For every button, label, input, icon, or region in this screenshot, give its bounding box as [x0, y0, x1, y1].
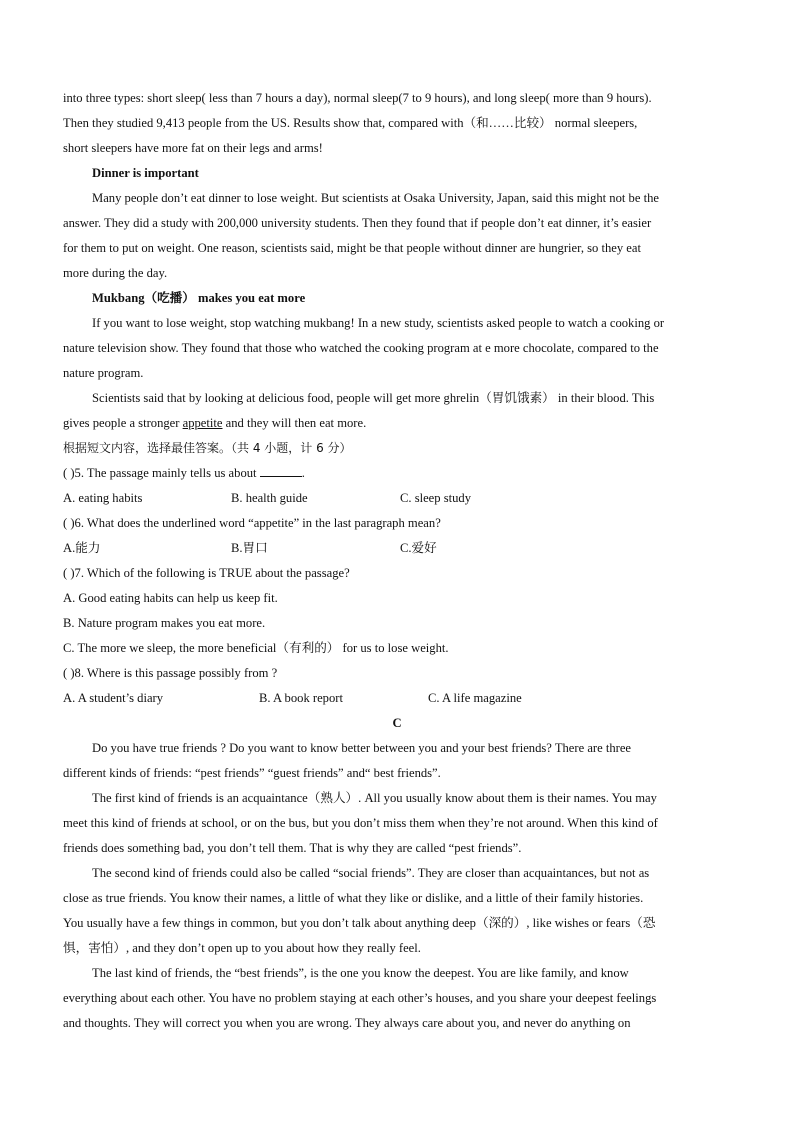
paragraph-line: If you want to lose weight, stop watching mukbang! In a new study, scientists asked people to watch a cooking or	[92, 316, 665, 330]
paragraph-line: Then they studied 9,413 people from the US. Results show that, compared with（和……比较） normal sleepers,	[63, 116, 638, 130]
paragraph-line: nature program.	[63, 366, 144, 380]
question-instruction: 根据短文内容，选择最佳答案。（共 4 小题，计 6 分）	[63, 441, 352, 455]
paragraph-line: 惧，害怕）, and they don’t open up to you about how they really feel.	[63, 941, 421, 955]
paragraph-line: into three types: short sleep( less than 7 hours a day), normal sleep(7 to 9 hours), and long sleep( more than 9 hours).	[63, 91, 652, 105]
option-a[interactable]: A. eating habits	[63, 491, 143, 505]
answer-blank[interactable]	[260, 463, 302, 477]
document-page	[63, 86, 731, 1036]
option-c[interactable]: C. The more we sleep, the more beneficial（有利的） for us to lose weight.	[63, 641, 449, 655]
question-5-options	[63, 486, 731, 511]
paragraph-line: everything about each other. You have no problem staying at each other’s houses, and you share your deepest feelings	[63, 991, 657, 1005]
underlined-word-appetite: appetite	[182, 416, 223, 430]
paragraph-line: meet this kind of friends at school, or on the bus, but you don’t miss them when they’re not around. When this kind of	[63, 816, 658, 830]
option-b[interactable]: B.胃口	[231, 541, 268, 555]
paragraph-line: short sleepers have more fat on their legs and arms!	[63, 141, 323, 155]
option-b[interactable]: B. A book report	[259, 691, 343, 705]
text-span: and they will then eat more.	[222, 416, 367, 430]
question-6-options	[63, 536, 731, 561]
question-5-stem	[63, 461, 731, 486]
paragraph-line: nature television show. They found that those who watched the cooking program at e more chocolate, compared to the	[63, 341, 659, 355]
option-b[interactable]: B. Nature program makes you eat more.	[63, 616, 266, 630]
paragraph-line: Do you have true friends ? Do you want to know better between you and your best friends? There are three	[92, 741, 632, 755]
paragraph-line: The first kind of friends is an acquaintance（熟人）. All you usually know about them is their names. You may	[92, 791, 657, 805]
paragraph-line	[63, 411, 731, 436]
passage-c-title: C	[392, 716, 402, 730]
question-7-stem: ( )7. Which of the following is TRUE about the passage?	[63, 566, 350, 580]
text-span: ( )5. The passage mainly tells us about	[63, 466, 260, 480]
paragraph-line: The last kind of friends, the “best friends”, is the one you know the deepest. You are like family, and know	[92, 966, 629, 980]
paragraph-line: more during the day.	[63, 266, 168, 280]
option-a[interactable]: A. A student’s diary	[63, 691, 164, 705]
option-c[interactable]: C. A life magazine	[428, 691, 522, 705]
question-8-stem: ( )8. Where is this passage possibly from ?	[63, 666, 278, 680]
option-c[interactable]: C. sleep study	[400, 491, 472, 505]
question-8-options	[63, 686, 731, 711]
text-span: .	[301, 466, 305, 480]
option-a[interactable]: A.能力	[63, 541, 101, 555]
paragraph-line: Scientists said that by looking at delicious food, people will get more ghrelin（胃饥饿素） in their blood. This	[92, 391, 655, 405]
paragraph-line: for them to put on weight. One reason, scientists said, might be that people without dinner are hungrier, so they eat	[63, 241, 641, 255]
paragraph-line: friends does something bad, you don’t tell them. That is why they are called “pest friends”.	[63, 841, 522, 855]
option-a[interactable]: A. Good eating habits can help us keep fit.	[63, 591, 278, 605]
paragraph-line: The second kind of friends could also be called “social friends”. They are closer than acquaintances, but not as	[92, 866, 650, 880]
option-b[interactable]: B. health guide	[231, 491, 308, 505]
paragraph-line: answer. They did a study with 200,000 university students. Then they found that if people don’t eat dinner, it’s easier	[63, 216, 652, 230]
text-span: gives people a stronger	[63, 416, 183, 430]
paragraph-line: and thoughts. They will correct you when you are wrong. They always care about you, and never do anything on	[63, 1016, 631, 1030]
section-heading-dinner: Dinner is important	[92, 166, 199, 180]
section-heading-mukbang: Mukbang（吃播） makes you eat more	[92, 291, 306, 305]
paragraph-line: You usually have a few things in common, but you don’t talk about anything deep（深的）, like wishes or fears（恐	[63, 916, 656, 930]
question-6-stem: ( )6. What does the underlined word “appetite” in the last paragraph mean?	[63, 516, 441, 530]
paragraph-line: Many people don’t eat dinner to lose weight. But scientists at Osaka University, Japan, said this might not be the	[92, 191, 659, 205]
paragraph-line: close as true friends. You know their names, a little of what they like or dislike, and a little of their family histories.	[63, 891, 644, 905]
option-c[interactable]: C.爱好	[400, 541, 437, 555]
paragraph-line: different kinds of friends: “pest friends” “guest friends” and“ best friends”.	[63, 766, 441, 780]
